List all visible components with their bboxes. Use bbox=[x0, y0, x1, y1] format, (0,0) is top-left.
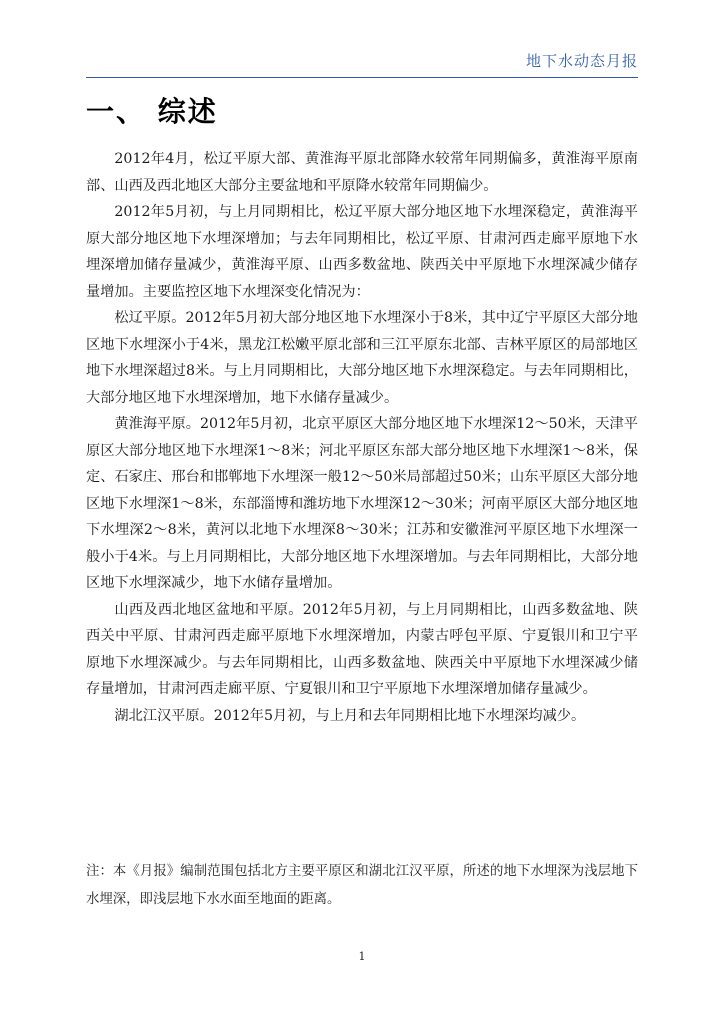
paragraph-jianghan: 湖北江汉平原。2012年5月初，与上月和去年同期相比地下水埋深均减少。 bbox=[114, 707, 586, 724]
section-heading: 一、 综述 bbox=[86, 95, 218, 128]
overview-body bbox=[86, 146, 638, 729]
paragraph-songliao: 松辽平原。2012年5月初大部分地区地下水埋深小于8米，其中辽宁平原区大部分地区地下水埋深小于4米，黑龙江松嫩平原北部和三江平原东北部、吉林平原区的局部地区地下水埋深超过8米。与上月同期相比，大部分地区地下水埋深稳定。与去年同期相比，大部分地区地下水埋深增加，地下水储存量减少。 bbox=[86, 310, 638, 406]
paragraph-rainfall: 2012年4月，松辽平原大部、黄淮海平原北部降水较常年同期偏多，黄淮海平原南部、山西及西北地区大部分主要盆地和平原降水较常年同期偏少。 bbox=[86, 151, 638, 194]
paragraph-huanghuaihai: 黄淮海平原。2012年5月初，北京平原区大部分地区地下水埋深12～50米，天津平原区大部分地区地下水埋深1～8米；河北平原区东部大部分地区地下水埋深1～8米，保定、石家庄、邢台和邯郸地下水埋深一般12～50米局部超过50米；山东平原区大部分地区地下水埋深1～8米，东部淄博和潍坊地下水埋深12～30米；河南平原区大部分地区地下水埋深2～8米，黄河以北地下水埋深8～30米；江苏和安徽淮河平原区地下水埋深一般小于4米。与上月同期相比，大部分地区地下水埋深增加。与去年同期相比，大部分地区地下水埋深减少，地下水储存量增加。 bbox=[86, 416, 638, 591]
report-header-title: 地下水动态月报 bbox=[525, 52, 638, 70]
paragraph-shanxi-northwest: 山西及西北地区盆地和平原。2012年5月初，与上月同期相比，山西多数盆地、陕西关中平原、甘肃河西走廊平原地下水埋深增加，内蒙古呼包平原、宁夏银川和卫宁平原地下水埋深减少。与去年同期相比，山西多数盆地、陕西关中平原地下水埋深减少储存量增加，甘肃河西走廊平原、宁夏银川和卫宁平原地下水埋深增加储存量减少。 bbox=[86, 601, 638, 697]
page-number: 1 bbox=[358, 950, 366, 963]
paragraph-summary: 2012年5月初，与上月同期相比，松辽平原大部分地区地下水埋深稳定，黄淮海平原大部分地区地下水埋深增加；与去年同期相比，松辽平原、甘肃河西走廊平原地下水埋深增加储存量减少，黄淮海平原、山西多数盆地、陕西关中平原地下水埋深减少储存量增加。主要监控区地下水埋深变化情况为： bbox=[86, 204, 638, 300]
header-divider bbox=[86, 77, 638, 78]
footnote: 注：本《月报》编制范围包括北方主要平原区和湖北江汉平原，所述的地下水埋深为浅层地下水埋深，即浅层地下水水面至地面的距离。 bbox=[86, 864, 638, 907]
